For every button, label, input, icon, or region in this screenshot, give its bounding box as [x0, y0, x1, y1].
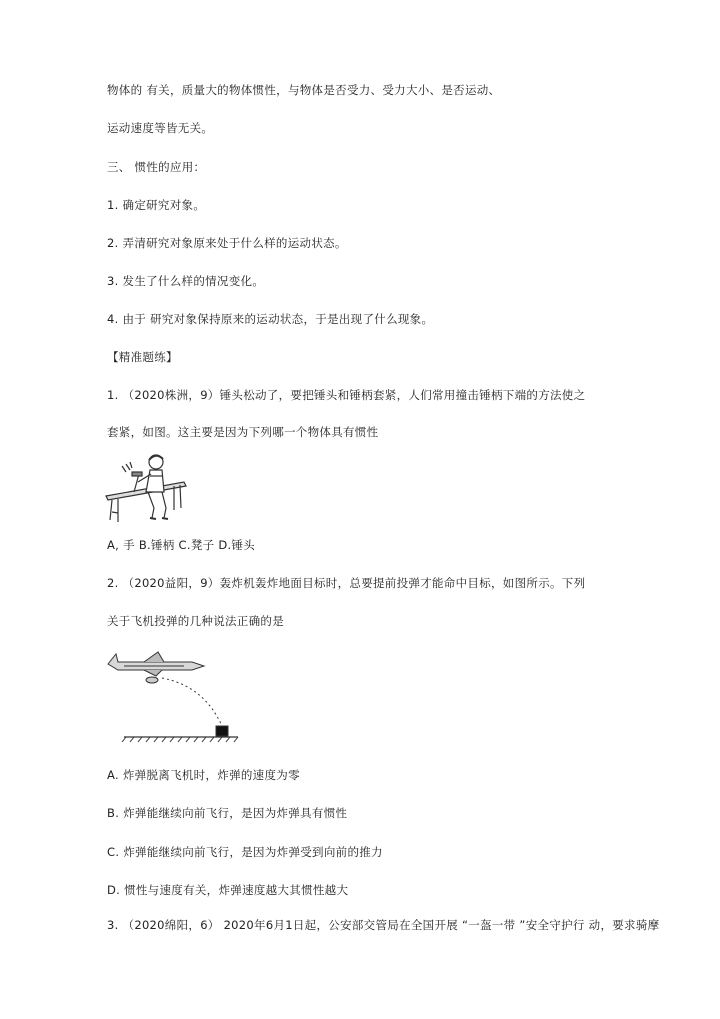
section-heading: 三、 惯性的应用： — [107, 160, 206, 174]
step-2: 2. 弄清研究对象原来处于什么样的运动状态。 — [107, 236, 347, 250]
bomber-figure — [104, 646, 240, 744]
question-3-line-1: 3. （2020绵阳，6） 2020年6月1日起，公安部交管局在全国开展 “一盔一带 ”安全守护行 动，要求骑摩 — [107, 918, 660, 932]
step-3: 3. 发生了什么样的情况变化。 — [107, 274, 265, 288]
question-2-line-1: 2. （2020益阳，9）轰炸机轰炸地面目标时，总要提前投弹才能命中目标，如图所示。下列 — [107, 576, 586, 590]
question-1-options: A, 手 B.锤柄 C.凳子 D.锤头 — [107, 538, 256, 552]
step-4: 4. 由于 研究对象保持原来的运动状态，于是出现了什么现象。 — [107, 312, 434, 326]
text-line-2: 运动速度等皆无关。 — [107, 121, 214, 135]
question-2-option-b: B. 炸弹能继续向前飞行，是因为炸弹具有惯性 — [107, 806, 348, 820]
practice-heading: 【精准题练】 — [107, 350, 178, 364]
question-2-line-2: 关于飞机投弹的几种说法正确的是 — [107, 614, 284, 628]
step-1: 1. 确定研究对象。 — [107, 198, 206, 212]
question-2-option-d: D. 惯性与速度有关，炸弹速度越大其惯性越大 — [107, 883, 349, 897]
question-2-option-c: C. 炸弹能继续向前飞行，是因为炸弹受到向前的推力 — [107, 845, 383, 859]
question-1-line-2: 套紧，如图。这主要是因为下列哪一个物体具有惯性 — [107, 425, 379, 439]
text-line-1: 物体的 有关，质量大的物体惯性，与物体是否受力、受力大小、是否运动、 — [107, 83, 501, 97]
question-1-line-1: 1. （2020株洲，9）锤头松动了，要把锤头和锤柄套紧，人们常用撞击锤柄下端的方法使之 — [107, 388, 586, 402]
hammer-bench-figure — [104, 452, 188, 524]
question-2-option-a: A. 炸弹脱离飞机时，炸弹的速度为零 — [107, 768, 300, 782]
